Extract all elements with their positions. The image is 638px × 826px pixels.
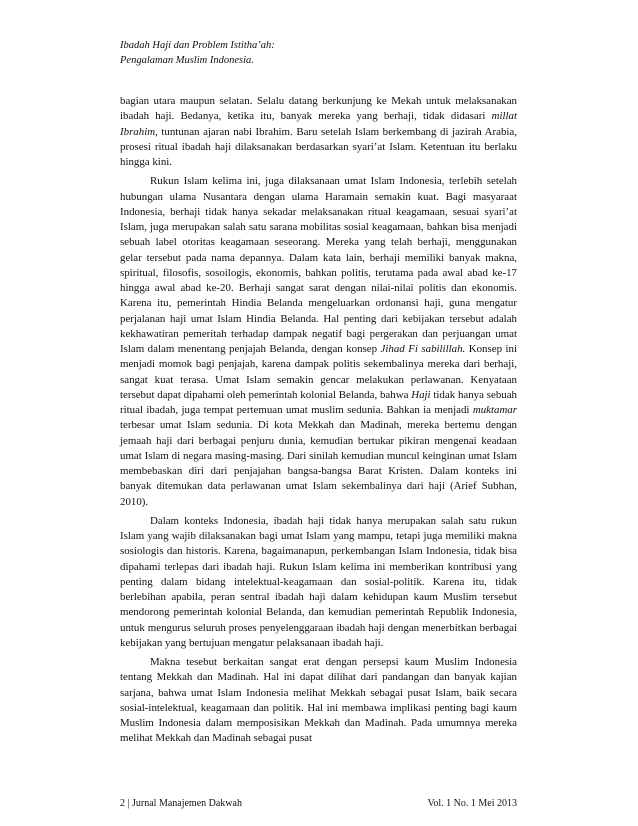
text-segment: Makna tesebut berkaitan sangat erat dengan persepsi kaum Muslim Indonesia tentang Mekkah dan Madinah. Hal ini dapat dilihat dari pandangan dan banyak kajian sarjana, bahwa umat Islam Indonesia melihat Mekkah sebagai pusat Islam, baik secara sosial-intelektual, keagamaan dan politik. Hal ini membawa implikasi penting bagi kaum Muslim Indonesia dalam memposisikan Mekkah dan Madinah. Pada umumnya mereka melihat Mekkah dan Madinah sebagai pusat [120,656,517,745]
italic-term: millat Ibrahim, [120,110,517,138]
running-head-line-2: Pengalaman Muslim Indonesia. [120,55,254,66]
paragraph [120,655,517,747]
paragraph [120,514,517,651]
paragraph [120,174,517,510]
text-segment: tidak hanya sebuah ritual ibadah, juga tempat pertemuan umat muslim sedunia. Bahkan ia menjadi [120,388,517,416]
text-segment: Konsep ini menjadi momok bagi penjajah, karena dampak politis sekembalinya mereka dari berhaji, sangat kuat terasa. Umat Islam semakin gencar melakukan perlawanan. Kenyataan tersebut dapat dipahami oleh pemerintah kolonial Belanda, bahwa [120,343,517,401]
text-segment: tuntunan ajaran nabi Ibrahim. Baru setelah Islam berkembang di jazirah Arabia, prosesi ritual ibadah haji dilaksanakan berdasarkan syari’at Islam. Ketentuan itu berlaku hingga kini. [120,125,517,168]
text-segment: Rukun Islam kelima ini, juga dilaksanaan umat Islam Indonesia, terlebih setelah hubungan ulama Nusantara dengan ulama Haramain semakin kuat. Bagi masyaraat Indonesia, berhaji tidak hanya sekadar melaksanakan ritual keagamaan, sesuai syari’at Islam, juga merupakan salah satu sarana mobilitas sosial keagamaan, bahkan bisa menjadi sebuah label otoritas keagamaan seseorang. Mereka yang telah berhaji, menggunakan gelar tersebut pada nama depannya. Dalam kata lain, berhaji memiliki banyak makna, spiritual, filosofis, sosoilogis, ekonomis, bahkan politis, terutama pada awal abad ke-17 hingga awal abad ke-20. Berhaji sangat sarat dengan nilai-nilai politis dan ekonomis. Karena itu, pemerintah Hindia Belanda mengeluarkan ordonansi haji, guna mengatur perjalanan haji umat Islam Hindia Belanda. Hal penting dari kebijakan tersebut adalah kekhawatiran pemeritah terhadap dampak negatif bagi pergerakan dan perjuangan umat Islam dalam menentang penjajah Belanda, dengan konsep [120,175,517,355]
italic-term: Haji [411,388,431,401]
text-segment: terbesar umat Islam sedunia. Di kota Mekkah dan Madinah, mereka bertemu dengan jemaah haji dari berbagai penjuru dunia, kemudian bertukar pikiran mengenai keadaan umat Islam di negara masing-masing. Dari sinilah kemudian muncul keinginan umat Islam membebaskan diri dari penjajahan bangsa-bangsa Barat Kristen. Dalam konteks ini banyak ditemukan data perlawanan umat Islam sekembalinya dari haji (Arief Subhan, 2010). [120,419,517,508]
paragraph [120,94,517,170]
footer-volume-issue: Vol. 1 No. 1 Mei 2013 [427,798,517,809]
text-segment: bagian utara maupun selatan. Selalu datang berkunjung ke Mekah untuk melaksanakan ibadah haji. Bedanya, ketika itu, banyak mereka yang berhaji, tidak didasari [120,95,517,123]
page-footer [120,797,517,811]
running-head [120,38,500,68]
footer-journal-name: 2 | Jurnal Manajemen Dakwah [120,798,242,809]
running-head-line-1: Ibadah Haji dan Problem Istitha’ah: [120,40,275,51]
text-segment: Dalam konteks Indonesia, ibadah haji tidak hanya merupakan salah satu rukun Islam yang wajib dilaksanakan bagi umat Islam yang mampu, tetapi juga memiliki makna sosiologis dan historis. Karena, bagaimanapun, perkembangan Islam Indonesia, tidak bisa dipahami terlepas dari ibadah haji. Rukun Islam kelima ini memberikan kontribusi yang penting dalam bidang intelektual-keagamaan dan sosial-politik. Karena itu, tidak berlebihan apabila, peran sentral ibadah haji dalam kehidupan kaum Muslim tersebut mendorong pemerintah kolonial Belanda, dan kemudian pemerintah Republik Indonesia, untuk mengurus seluruh proses penyelenggaraan ibadah haji dengan menerbitkan berbagai kebijakan yang bertujuan mengatur pelaksanaan ibadah haji. [120,514,517,649]
article-body [120,94,517,747]
italic-term: Jihad Fi sabilillah. [380,343,466,355]
italic-term: muktamar [472,404,517,416]
